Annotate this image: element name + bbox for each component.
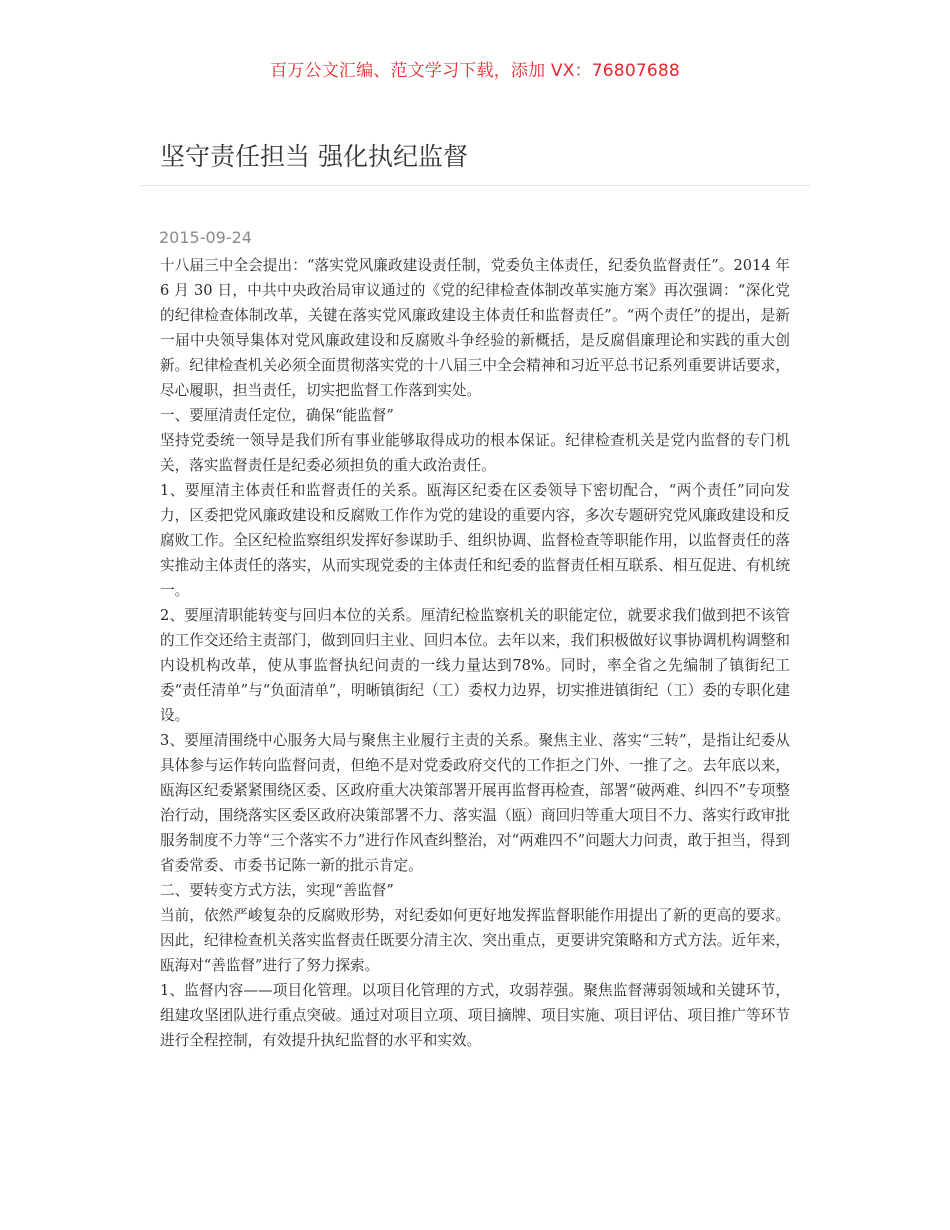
- paragraph-intro: 十八届三中全会提出：“落实党风廉政建设责任制，党委负主体责任，纪委负监督责任”。2014 年 6 月 30 日，中共中央政治局审议通过的《党的纪律检查体制改革实施方案》再次强调：“深化党的纪律检查体制改革，关键在落实党风廉政建设主体责任和监督责任”。“两个责任”的提出，是新一届中央领导集体对党风廉政建设和反腐败斗争经验的新概括，是反腐倡廉理论和实践的重大创新。纪律检查机关必须全面贯彻落实党的十八届三中全会精神和习近平总书记系列重要讲话要求，尽心履职，担当责任，切实把监督工作落到实处。: [160, 257, 790, 399]
- paragraph: 当前，依然严峻复杂的反腐败形势，对纪委如何更好地发挥监督职能作用提出了新的更高的要求。因此，纪律检查机关落实监督责任既要分清主次、突出重点，更要讲究策略和方式方法。近年来，瓯海对“善监督”进行了努力探索。: [160, 907, 790, 974]
- promo-banner: 百万公文汇编、范文学习下载，添加 VX：76807688: [270, 61, 680, 81]
- paragraph: 3、要厘清围绕中心服务大局与聚焦主业履行主责的关系。聚焦主业、落实“三转”，是指让纪委从具体参与运作转向监督问责，但绝不是对党委政府交代的工作拒之门外、一推了之。去年底以来，瓯海区纪委紧紧围绕区委、区政府重大决策部署开展再监督再检查，部署“破两难、纠四不”专项整治行动，围绕落实区委区政府决策部署不力、落实温（瓯）商回归等重大项目不力、落实行政审批服务制度不力等“三个落实不力”进行作风查纠整治，对“两难四不”问题大力问责，敢于担当，得到省委常委、市委书记陈一新的批示肯定。: [160, 732, 790, 874]
- paragraph: 2、要厘清职能转变与回归本位的关系。厘清纪检监察机关的职能定位，就要求我们做到把不该管的工作交还给主责部门，做到回归主业、回归本位。去年以来，我们积极做好议事协调机构调整和内设机构改革，使从事监督执纪问责的一线力量达到78%。同时，率全省之先编制了镇街纪工委“责任清单”与“负面清单”，明晰镇街纪（工）委权力边界，切实推进镇街纪（工）委的专职化建设。: [160, 607, 790, 724]
- article-title: 坚守责任担当 强化执纪监督: [160, 142, 468, 171]
- publish-date: 2015-09-24: [159, 228, 252, 247]
- title-divider: [140, 185, 810, 186]
- section-heading-2: 二、要转变方式方法，实现“善监督”: [160, 882, 394, 899]
- paragraph: 坚持党委统一领导是我们所有事业能够取得成功的根本保证。纪律检查机关是党内监督的专门机关，落实监督责任是纪委必须担负的重大政治责任。: [160, 432, 790, 474]
- paragraph: 1、监督内容——项目化管理。以项目化管理的方式，攻弱荐强。聚焦监督薄弱领域和关键环节，组建攻坚团队进行重点突破。通过对项目立项、项目摘牌、项目实施、项目评估、项目推广等环节进行全程控制，有效提升执纪监督的水平和实效。: [160, 982, 790, 1049]
- section-heading-1: 一、要厘清责任定位，确保“能监督”: [160, 407, 394, 424]
- article-body: [160, 253, 790, 1053]
- paragraph: 1、要厘清主体责任和监督责任的关系。瓯海区纪委在区委领导下密切配合，“两个责任”同向发力，区委把党风廉政建设和反腐败工作作为党的建设的重要内容，多次专题研究党风廉政建设和反腐败工作。全区纪检监察组织发挥好参谋助手、组织协调、监督检查等职能作用，以监督责任的落实推动主体责任的落实，从而实现党委的主体责任和纪委的监督责任相互联系、相互促进、有机统一。: [160, 482, 790, 599]
